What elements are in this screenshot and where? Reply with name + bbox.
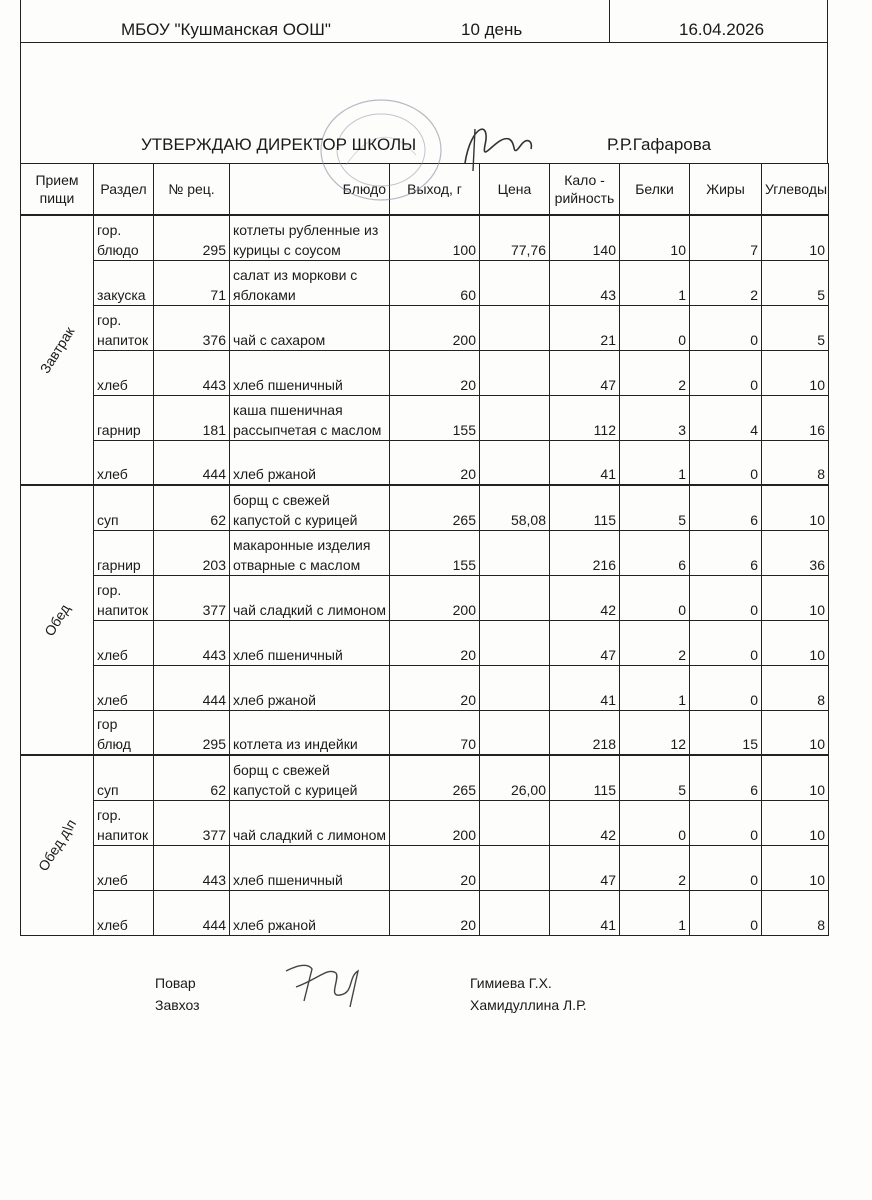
col-yield: Выход, г (390, 164, 480, 216)
cell-fat: 0 (690, 350, 762, 395)
cell-yield: 70 (390, 710, 480, 755)
cell-carbs: 36 (762, 530, 829, 575)
cell-section: гарнир (94, 395, 154, 440)
cell-yield: 265 (390, 485, 480, 530)
cell-fat: 6 (690, 530, 762, 575)
cell-carbs: 5 (762, 260, 829, 305)
cell-section: гор. напиток (94, 800, 154, 845)
cell-dish: хлеб ржаной (230, 665, 390, 710)
cell-section: хлеб (94, 350, 154, 395)
cell-protein: 1 (620, 440, 690, 485)
cell-kcal: 216 (550, 530, 620, 575)
col-fat: Жиры (690, 164, 762, 216)
cell-yield: 200 (390, 305, 480, 350)
cell-section: хлеб (94, 845, 154, 890)
cell-fat: 0 (690, 620, 762, 665)
meal-name-cell (21, 485, 94, 755)
cell-price (480, 350, 550, 395)
cell-rec: 444 (154, 665, 230, 710)
cell-protein: 2 (620, 350, 690, 395)
cell-section: закуска (94, 260, 154, 305)
cell-kcal: 115 (550, 485, 620, 530)
cell-dish: хлеб пшеничный (230, 620, 390, 665)
cell-price (480, 260, 550, 305)
cell-section: гор. напиток (94, 305, 154, 350)
cell-carbs: 10 (762, 710, 829, 755)
col-section: Раздел (94, 164, 154, 216)
cell-dish: салат из моркови с яблоками (230, 260, 390, 305)
menu-date: 16.04.2026 (679, 20, 765, 39)
cell-fat: 6 (690, 755, 762, 800)
cell-fat: 0 (690, 845, 762, 890)
cell-price (480, 620, 550, 665)
cell-yield: 155 (390, 395, 480, 440)
cell-dish: борщ с свежей капустой с курицей (230, 755, 390, 800)
col-carbs: Углеводы (762, 164, 829, 216)
approval-block (20, 43, 828, 163)
cell-kcal: 42 (550, 800, 620, 845)
cell-yield: 20 (390, 845, 480, 890)
approval-title: УТВЕРЖДАЮ ДИРЕКТОР ШКОЛЫ (141, 135, 417, 154)
cell-kcal: 112 (550, 395, 620, 440)
table-row (21, 440, 829, 485)
cell-dish: котлеты рубленные из курицы с соусом (230, 215, 390, 260)
cell-section: хлеб (94, 440, 154, 485)
cell-price (480, 845, 550, 890)
cell-kcal: 41 (550, 890, 620, 935)
cell-fat: 0 (690, 665, 762, 710)
table-row (21, 530, 829, 575)
cell-yield: 265 (390, 755, 480, 800)
cell-kcal: 47 (550, 620, 620, 665)
table-row (21, 665, 829, 710)
table-row (21, 575, 829, 620)
cell-fat: 7 (690, 215, 762, 260)
cell-carbs: 8 (762, 440, 829, 485)
cell-price: 77,76 (480, 215, 550, 260)
cell-protein: 0 (620, 305, 690, 350)
cell-price: 26,00 (480, 755, 550, 800)
director-name: Р.Р.Гафарова (607, 135, 712, 154)
cell-kcal: 41 (550, 440, 620, 485)
cell-fat: 6 (690, 485, 762, 530)
cell-kcal: 140 (550, 215, 620, 260)
cell-rec: 295 (154, 215, 230, 260)
storekeeper-label: Завхоз (155, 997, 200, 1013)
cell-dish: чай с сахаром (230, 305, 390, 350)
cell-kcal: 43 (550, 260, 620, 305)
cell-dish: чай сладкий с лимоном (230, 800, 390, 845)
menu-sheet (20, 0, 828, 936)
cell-carbs: 8 (762, 890, 829, 935)
table-row (21, 350, 829, 395)
cell-rec: 62 (154, 755, 230, 800)
cook-label: Повар (155, 975, 196, 991)
cell-fat: 0 (690, 440, 762, 485)
cell-protein: 3 (620, 395, 690, 440)
col-meal: Прием пищи (21, 164, 94, 216)
cell-protein: 6 (620, 530, 690, 575)
cell-dish: чай сладкий с лимоном (230, 575, 390, 620)
cell-protein: 5 (620, 755, 690, 800)
cell-section: гор блюд (94, 710, 154, 755)
cell-yield: 20 (390, 620, 480, 665)
cell-fat: 4 (690, 395, 762, 440)
cell-rec: 71 (154, 260, 230, 305)
school-name: МБОУ "Кушманская ООШ" (121, 20, 331, 39)
cell-fat: 0 (690, 305, 762, 350)
cell-price (480, 395, 550, 440)
cell-yield: 155 (390, 530, 480, 575)
cell-dish: хлеб пшеничный (230, 845, 390, 890)
cook-name: Гимиева Г.Х. (470, 975, 552, 991)
cell-fat: 0 (690, 575, 762, 620)
cell-price (480, 665, 550, 710)
cell-protein: 0 (620, 575, 690, 620)
cell-carbs: 10 (762, 575, 829, 620)
cell-protein: 2 (620, 620, 690, 665)
cell-protein: 1 (620, 260, 690, 305)
col-protein: Белки (620, 164, 690, 216)
cell-price: 58,08 (480, 485, 550, 530)
cell-protein: 12 (620, 710, 690, 755)
meal-name: Обед (41, 601, 73, 639)
col-dish: Блюдо (230, 164, 390, 216)
cell-price (480, 890, 550, 935)
table-row (21, 485, 829, 530)
cell-dish: котлета из индейки (230, 710, 390, 755)
menu-body (21, 215, 829, 935)
cell-protein: 10 (620, 215, 690, 260)
cell-protein: 0 (620, 800, 690, 845)
table-row (21, 260, 829, 305)
table-row (21, 890, 829, 935)
cell-carbs: 10 (762, 215, 829, 260)
cell-rec: 62 (154, 485, 230, 530)
cell-carbs: 16 (762, 395, 829, 440)
header-bar (20, 0, 828, 43)
cell-section: хлеб (94, 890, 154, 935)
cell-yield: 100 (390, 215, 480, 260)
cell-section: гарнир (94, 530, 154, 575)
cell-yield: 20 (390, 890, 480, 935)
cook-signature (278, 957, 388, 1012)
cell-protein: 5 (620, 485, 690, 530)
cell-rec: 377 (154, 575, 230, 620)
cell-rec: 377 (154, 800, 230, 845)
cell-rec: 295 (154, 710, 230, 755)
cell-fat: 2 (690, 260, 762, 305)
cell-section: суп (94, 755, 154, 800)
cell-rec: 203 (154, 530, 230, 575)
meal-name: Завтрак (36, 323, 78, 377)
cell-kcal: 115 (550, 755, 620, 800)
cell-fat: 0 (690, 800, 762, 845)
cell-carbs: 10 (762, 350, 829, 395)
cell-price (480, 800, 550, 845)
cell-yield: 60 (390, 260, 480, 305)
cell-rec: 444 (154, 440, 230, 485)
cell-yield: 200 (390, 800, 480, 845)
cell-section: суп (94, 485, 154, 530)
cell-section: гор. блюдо (94, 215, 154, 260)
cell-protein: 1 (620, 665, 690, 710)
header-divider (609, 0, 610, 42)
cell-rec: 443 (154, 620, 230, 665)
cell-yield: 20 (390, 440, 480, 485)
table-row (21, 215, 829, 260)
cell-rec: 443 (154, 845, 230, 890)
cell-carbs: 10 (762, 845, 829, 890)
table-row (21, 800, 829, 845)
cell-kcal: 41 (550, 665, 620, 710)
director-signature (451, 115, 541, 175)
cell-carbs: 10 (762, 485, 829, 530)
cell-section: гор. напиток (94, 575, 154, 620)
table-row (21, 305, 829, 350)
cell-dish: хлеб ржаной (230, 890, 390, 935)
col-price: Цена (480, 164, 550, 216)
cell-kcal: 47 (550, 845, 620, 890)
table-row (21, 395, 829, 440)
menu-table (20, 163, 829, 936)
table-row (21, 620, 829, 665)
cell-carbs: 10 (762, 620, 829, 665)
cell-price (480, 710, 550, 755)
cell-dish: макаронные изделия отварные с маслом (230, 530, 390, 575)
cell-kcal: 42 (550, 575, 620, 620)
cell-yield: 200 (390, 575, 480, 620)
cell-rec: 376 (154, 305, 230, 350)
cell-carbs: 8 (762, 665, 829, 710)
cell-carbs: 5 (762, 305, 829, 350)
cell-section: хлеб (94, 665, 154, 710)
cell-rec: 443 (154, 350, 230, 395)
meal-name-cell (21, 215, 94, 485)
cell-yield: 20 (390, 350, 480, 395)
cell-price (480, 530, 550, 575)
cell-kcal: 21 (550, 305, 620, 350)
cell-price (480, 305, 550, 350)
cell-carbs: 10 (762, 800, 829, 845)
table-row (21, 845, 829, 890)
cell-fat: 0 (690, 890, 762, 935)
cell-kcal: 218 (550, 710, 620, 755)
cell-price (480, 575, 550, 620)
meal-name: Обед д\п (34, 816, 80, 875)
cell-fat: 15 (690, 710, 762, 755)
meal-name-cell (21, 755, 94, 935)
menu-day: 10 день (461, 20, 523, 39)
cell-yield: 20 (390, 665, 480, 710)
cell-dish: хлеб ржаной (230, 440, 390, 485)
table-row (21, 710, 829, 755)
cell-rec: 444 (154, 890, 230, 935)
cell-dish: борщ с свежей капустой с курицей (230, 485, 390, 530)
cell-section: хлеб (94, 620, 154, 665)
storekeeper-name: Хамидуллина Л.Р. (470, 997, 587, 1013)
cell-carbs: 10 (762, 755, 829, 800)
col-kcal: Кало - рийность (550, 164, 620, 216)
cell-protein: 2 (620, 845, 690, 890)
col-rec: № рец. (154, 164, 230, 216)
cell-kcal: 47 (550, 350, 620, 395)
cell-price (480, 440, 550, 485)
cell-protein: 1 (620, 890, 690, 935)
table-row (21, 755, 829, 800)
cell-rec: 181 (154, 395, 230, 440)
cell-dish: каша пшеничная рассыпчетая с маслом (230, 395, 390, 440)
cell-dish: хлеб пшеничный (230, 350, 390, 395)
